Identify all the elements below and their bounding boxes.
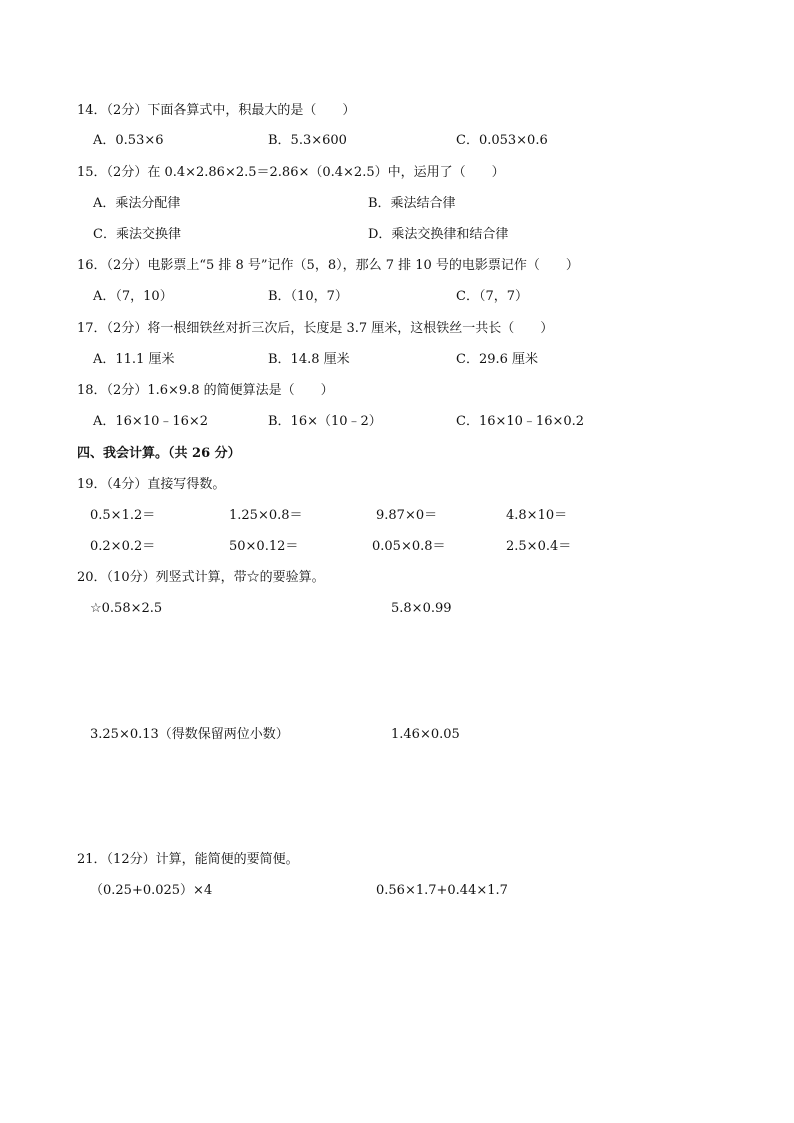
question-18-option-b: B．16×（10﹣2） [268, 414, 382, 429]
q19-row1-item-1: 0.5×1.2＝ [90, 508, 156, 523]
question-15-option-c: C．乘法交换律 [93, 227, 181, 242]
question-15-stem: 15．（2分）在 0.4×2.86×2.5＝2.86×（0.4×2.5）中，运用了（ ） [77, 165, 505, 180]
q20-problem-3: 3.25×0.13（得数保留两位小数） [90, 727, 289, 742]
question-16-option-c: C．（7，7） [456, 289, 528, 304]
question-16-option-b: B．（10，7） [268, 289, 348, 304]
q19-row2-item-1: 0.2×0.2＝ [90, 539, 156, 554]
question-14-option-c: C．0.053×0.6 [456, 133, 548, 148]
q19-row1-item-2: 1.25×0.8＝ [229, 508, 303, 523]
question-14-stem: 14．（2分）下面各算式中，积最大的是（ ） [77, 103, 356, 118]
question-16-stem: 16．（2分）电影票上“5 排 8 号”记作（5，8），那么 7 排 10 号的电影票记作（ ） [77, 258, 579, 273]
question-14-option-b: B．5.3×600 [268, 133, 347, 148]
question-20-stem: 20．（10分）列竖式计算，带☆的要验算。 [77, 570, 325, 585]
question-19-stem: 19．（4分）直接写得数。 [77, 477, 226, 492]
question-14-option-a: A．0.53×6 [93, 133, 164, 148]
question-15-option-d: D．乘法交换律和结合律 [368, 227, 509, 242]
q19-row1-item-3: 9.87×0＝ [376, 508, 438, 523]
question-16-option-a: A．（7，10） [93, 289, 173, 304]
q19-row2-item-2: 50×0.12＝ [229, 539, 299, 554]
question-18-option-a: A．16×10﹣16×2 [93, 414, 209, 429]
q19-row1-item-4: 4.8×10＝ [506, 508, 568, 523]
question-21-stem: 21．（12分）计算，能简便的要简便。 [77, 852, 299, 867]
question-18-stem: 18．（2分）1.6×9.8 的简便算法是（ ） [77, 383, 334, 398]
q19-row2-item-4: 2.5×0.4＝ [506, 539, 572, 554]
question-17-stem: 17．（2分）将一根细铁丝对折三次后，长度是 3.7 厘米，这根铁丝一共长（ ） [77, 321, 554, 336]
question-17-option-a: A．11.1 厘米 [93, 352, 175, 367]
question-18-option-c: C．16×10﹣16×0.2 [456, 414, 585, 429]
question-17-option-b: B．14.8 厘米 [268, 352, 350, 367]
q20-problem-4: 1.46×0.05 [391, 727, 460, 742]
question-17-option-c: C．29.6 厘米 [456, 352, 539, 367]
question-15-option-a: A．乘法分配律 [93, 196, 181, 211]
q20-problem-2: 5.8×0.99 [391, 601, 452, 616]
question-15-option-b: B．乘法结合律 [368, 196, 456, 211]
q21-problem-1: （0.25+0.025）×4 [90, 883, 213, 898]
section-4-heading: 四、我会计算。（共 26 分） [77, 446, 241, 461]
q21-problem-2: 0.56×1.7+0.44×1.7 [376, 883, 508, 898]
q20-problem-1: ☆0.58×2.5 [90, 601, 163, 616]
q19-row2-item-3: 0.05×0.8＝ [372, 539, 446, 554]
